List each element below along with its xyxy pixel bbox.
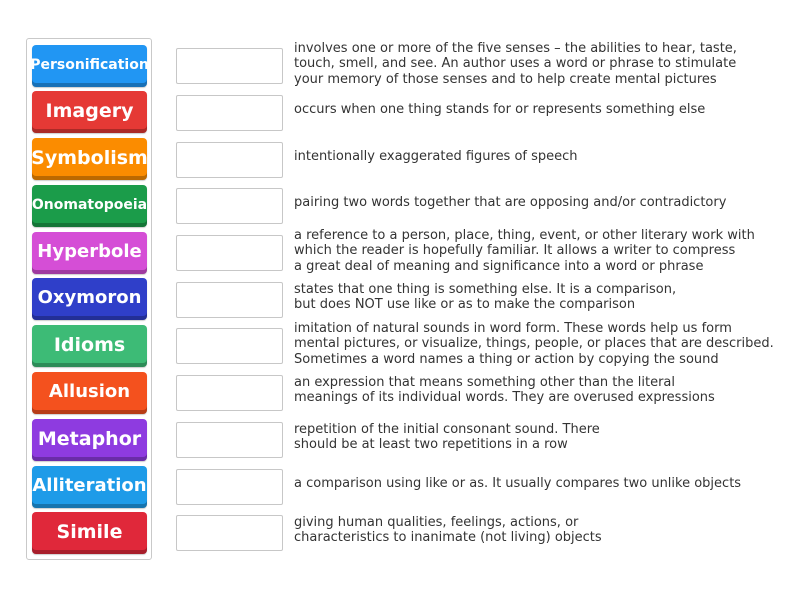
tile-imagery[interactable]: Imagery — [32, 91, 147, 133]
definition-text — [294, 100, 784, 120]
tile-alliteration[interactable]: Alliteration — [32, 466, 147, 508]
definition-line: characteristics to inanimate (not living) objects — [294, 530, 602, 545]
definition-line: a comparison using like or as. It usually compares two unlike objects — [294, 476, 742, 492]
drop-slot[interactable] — [176, 515, 283, 551]
tile-onomatopoeia[interactable]: Onomatopoeia — [32, 185, 147, 227]
tile-idioms[interactable]: Idioms — [32, 325, 147, 367]
definition-line: touch, smell, and see. An author uses a word or phrase to stimulate — [294, 56, 737, 72]
definition-line: states that one thing is something else. It is a comparison, — [294, 281, 677, 297]
definition-text — [294, 474, 784, 494]
drop-slot[interactable] — [176, 95, 283, 131]
definition-line: an expression that means something other than the literal — [294, 374, 676, 390]
drop-slot[interactable] — [176, 422, 283, 458]
definition-text — [294, 421, 784, 453]
definition-text — [294, 40, 784, 88]
tile-simile[interactable]: Simile — [32, 512, 147, 554]
definition-text — [294, 227, 784, 275]
drop-slot[interactable] — [176, 188, 283, 224]
drop-slot[interactable] — [176, 48, 283, 84]
tile-metaphor[interactable]: Metaphor — [32, 419, 147, 461]
definition-line: meanings of its individual words. They are overused expressions — [294, 390, 715, 405]
tile-allusion[interactable]: Allusion — [32, 372, 147, 414]
definition-line: intentionally exaggerated figures of speech — [294, 149, 578, 165]
definition-text — [294, 374, 784, 406]
definition-text — [294, 320, 784, 368]
drop-slot[interactable] — [176, 328, 283, 364]
definition-line: should be at least two repetitions in a row — [294, 437, 568, 452]
definition-text — [294, 193, 784, 213]
drop-slot[interactable] — [176, 469, 283, 505]
definition-text — [294, 147, 784, 167]
definition-line: giving human qualities, feelings, actions, or — [294, 514, 579, 530]
definition-line: a great deal of meaning and significance into a word or phrase — [294, 258, 704, 274]
definition-line: mental pictures, or visualize, things, people, or places that are described. — [294, 336, 774, 352]
definition-line: Sometimes a word names a thing or action by copying the sound — [294, 351, 719, 367]
tile-symbolism[interactable]: Symbolism — [32, 138, 147, 180]
drop-slot[interactable] — [176, 142, 283, 178]
tile-personification[interactable]: Personification — [32, 45, 147, 87]
definition-line: imitation of natural sounds in word form. These words help us form — [294, 320, 732, 336]
definition-text — [294, 281, 784, 313]
definition-line: pairing two words together that are opposing and/or contradictory — [294, 195, 727, 211]
drop-slot[interactable] — [176, 282, 283, 318]
definition-line: a reference to a person, place, thing, event, or other literary work with — [294, 227, 755, 243]
drop-slot[interactable] — [176, 235, 283, 271]
definition-line: but does NOT use like or as to make the comparison — [294, 297, 636, 312]
definition-line: your memory of those senses and to help create mental pictures — [294, 71, 717, 87]
definition-line: involves one or more of the five senses – the abilities to hear, taste, — [294, 40, 737, 56]
tile-hyperbole[interactable]: Hyperbole — [32, 232, 147, 274]
definition-text — [294, 514, 784, 546]
definition-line: which the reader is hopefully familiar. It allows a writer to compress — [294, 243, 736, 259]
definition-line: repetition of the initial consonant sound. There — [294, 421, 600, 437]
definition-line: occurs when one thing stands for or represents something else — [294, 102, 706, 118]
drop-slot[interactable] — [176, 375, 283, 411]
tile-oxymoron[interactable]: Oxymoron — [32, 278, 147, 320]
